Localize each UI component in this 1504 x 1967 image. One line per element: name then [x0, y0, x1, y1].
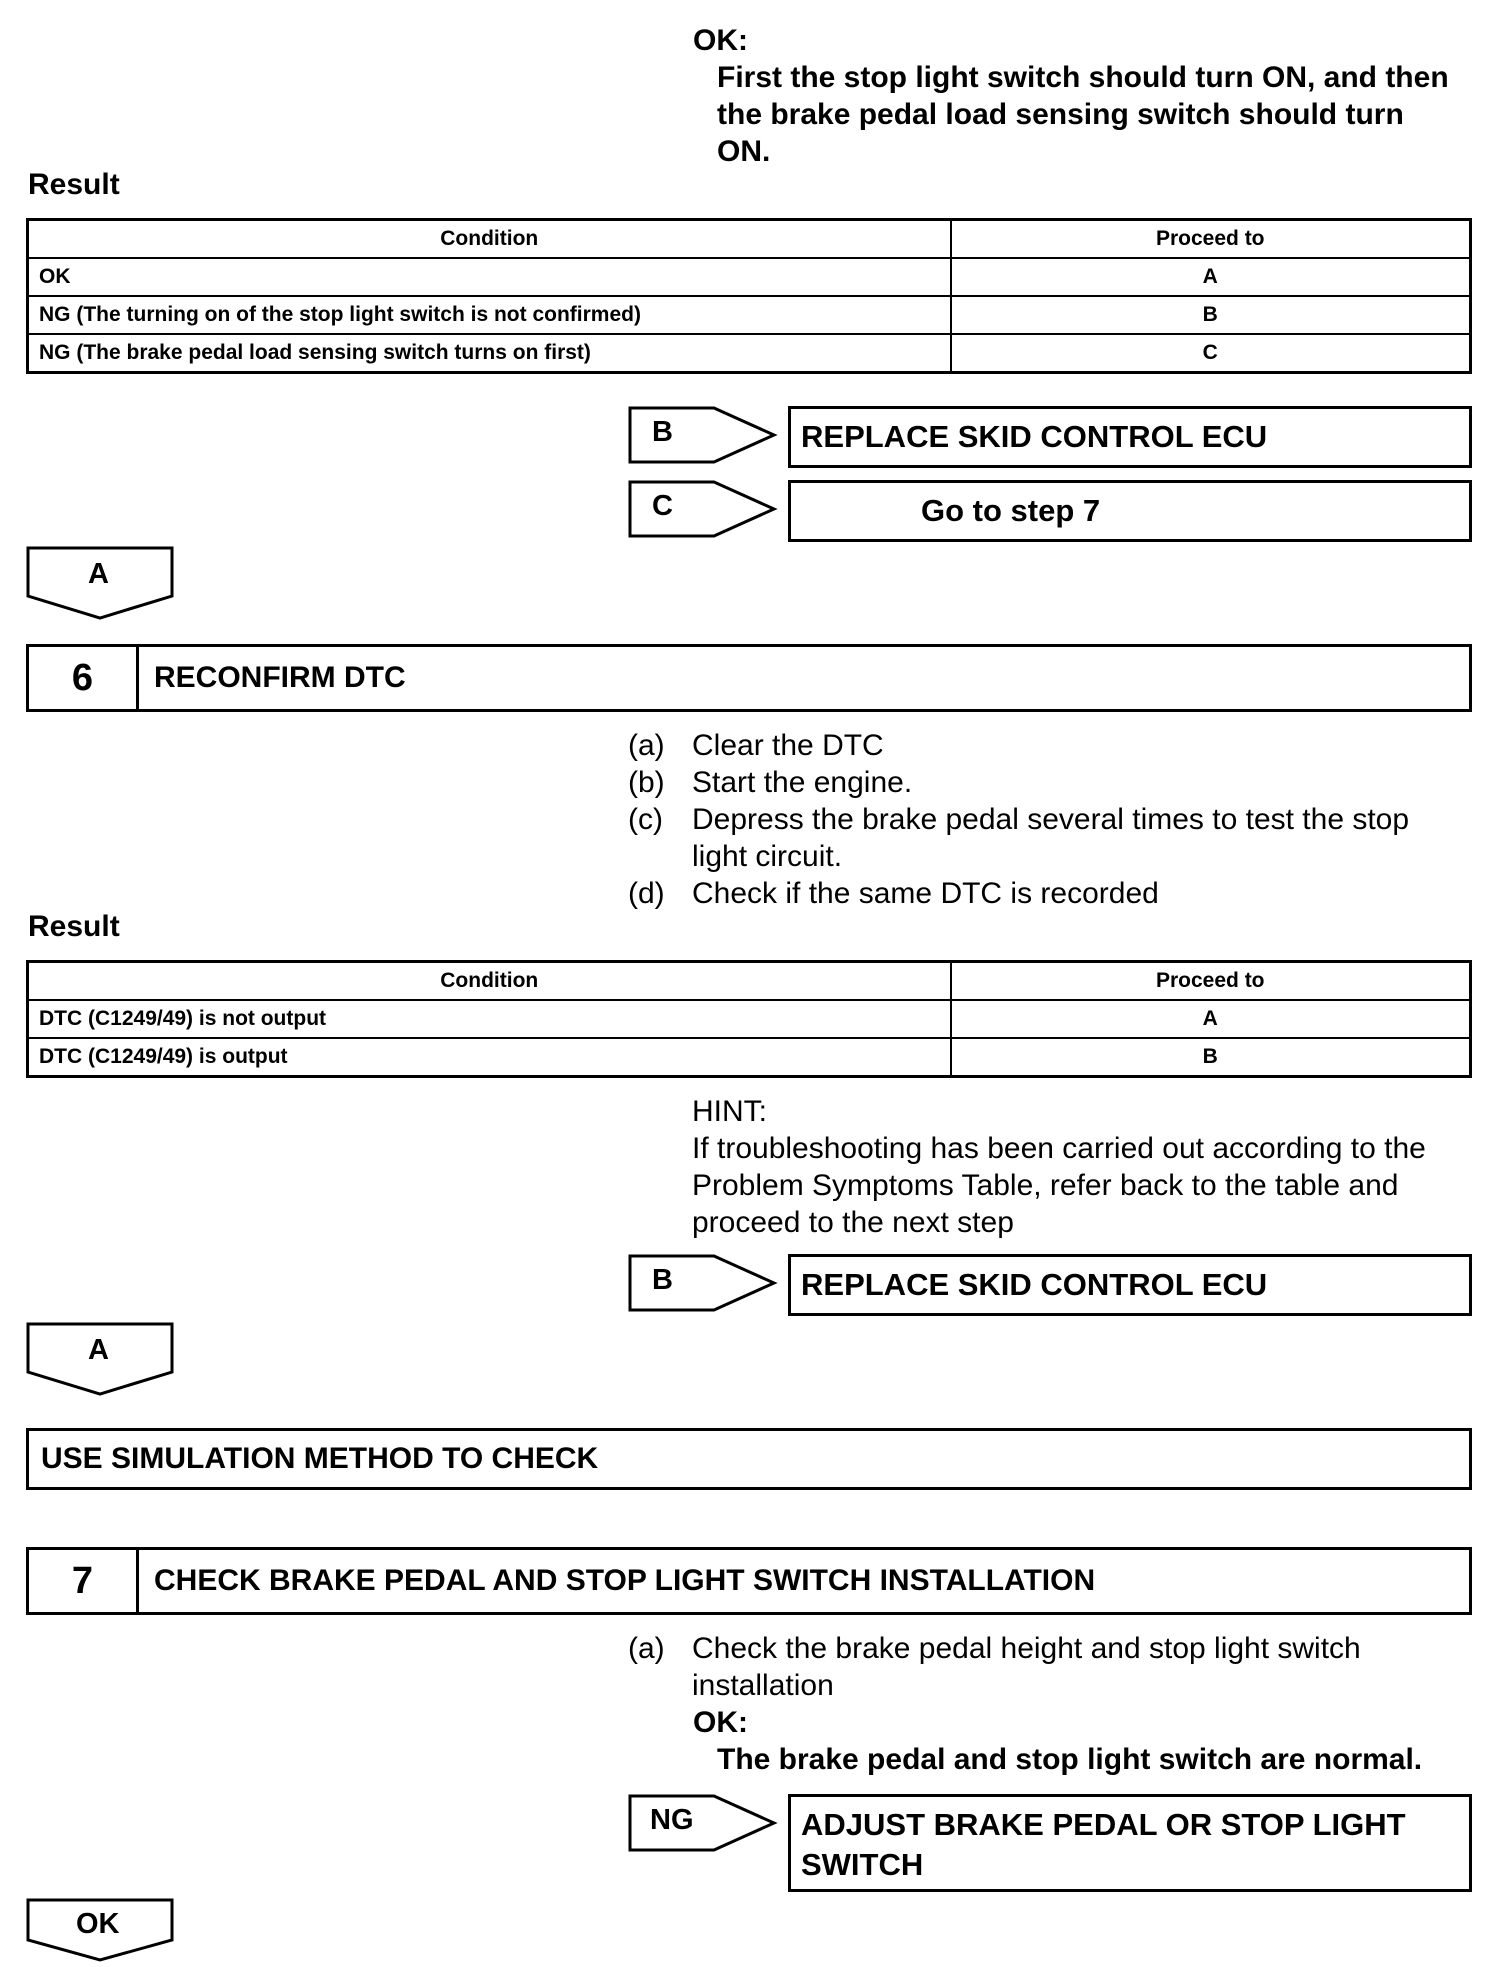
step-title: RECONFIRM DTC	[154, 661, 406, 694]
proceed-cell: A	[951, 258, 1471, 296]
hint-line: proceed to the next step	[692, 1206, 1014, 1239]
step-number: 7	[29, 1550, 139, 1612]
item-text: Check the brake pedal height and stop light switch	[692, 1632, 1361, 1665]
action-text: SWITCH	[801, 1847, 924, 1882]
branch-tag: NG	[650, 1804, 694, 1836]
table-header-row	[28, 962, 1471, 1001]
column-header-condition: Condition	[28, 220, 951, 259]
adjust-brake-box	[788, 1794, 1472, 1892]
item-label: (a)	[628, 1632, 665, 1665]
branch-tag: B	[652, 416, 673, 448]
column-header-condition: Condition	[28, 962, 951, 1001]
step-6-header	[26, 644, 1472, 712]
arrow-label: A	[88, 558, 109, 590]
step-7-header	[26, 1547, 1472, 1615]
result-table	[26, 218, 1472, 374]
item-label: (d)	[628, 877, 665, 910]
right-arrow-icon	[628, 480, 778, 538]
action-text: REPLACE SKID CONTROL ECU	[801, 1267, 1268, 1302]
condition-cell: NG (The brake pedal load sensing switch turns on first)	[28, 334, 951, 373]
condition-cell: DTC (C1249/49) is output	[28, 1038, 951, 1077]
table-row	[28, 296, 1471, 334]
hint-line: If troubleshooting has been carried out according to the	[692, 1132, 1426, 1165]
ok-spec-text: The brake pedal and stop light switch are normal.	[717, 1743, 1423, 1776]
ok-spec-text	[717, 59, 1497, 170]
condition-cell: DTC (C1249/49) is not output	[28, 1000, 951, 1038]
right-arrow-icon	[628, 406, 778, 464]
item-text: Start the engine.	[692, 766, 913, 799]
item-text: installation	[692, 1669, 834, 1702]
arrow-label: A	[88, 1334, 109, 1366]
item-text: Depress the brake pedal several times to test the stop	[692, 803, 1410, 836]
branch-arrow-b	[628, 1254, 778, 1312]
simulation-method-box: USE SIMULATION METHOD TO CHECK	[26, 1428, 1472, 1490]
table-header-row	[28, 220, 1471, 259]
item-text: light circuit.	[692, 840, 843, 873]
replace-ecu-box	[788, 406, 1472, 468]
ok-spec-line: ON.	[717, 135, 771, 168]
action-text: REPLACE SKID CONTROL ECU	[801, 419, 1268, 454]
proceed-cell: C	[951, 334, 1471, 373]
branch-arrow-ng	[628, 1794, 778, 1852]
column-header-proceed: Proceed to	[951, 220, 1471, 259]
hint-block	[692, 1093, 1492, 1241]
go-to-step-box	[788, 480, 1472, 542]
table-row	[28, 334, 1471, 373]
proceed-cell: A	[951, 1000, 1471, 1038]
branch-arrow-b	[628, 406, 778, 464]
table-row	[28, 1038, 1471, 1077]
down-arrow-a	[26, 1322, 176, 1396]
hint-label: HINT:	[692, 1095, 767, 1128]
action-text: ADJUST BRAKE PEDAL OR STOP LIGHT	[801, 1807, 1406, 1842]
ok-label: OK:	[693, 24, 748, 57]
table-row	[28, 1000, 1471, 1038]
result-table	[26, 960, 1472, 1078]
condition-cell: OK	[28, 258, 951, 296]
ok-spec-line: First the stop light switch should turn ON, and then	[717, 61, 1449, 94]
item-label: (a)	[628, 729, 665, 762]
result-heading: Result	[28, 168, 120, 201]
proceed-cell: B	[951, 1038, 1471, 1077]
item-label: (b)	[628, 766, 665, 799]
replace-ecu-box	[788, 1254, 1472, 1316]
branch-arrow-c	[628, 480, 778, 538]
column-header-proceed: Proceed to	[951, 962, 1471, 1001]
action-text: Go to step 7	[921, 493, 1101, 528]
branch-tag: C	[652, 490, 673, 522]
item-text: Check if the same DTC is recorded	[692, 877, 1159, 910]
table-row	[28, 258, 1471, 296]
item-text: Clear the DTC	[692, 729, 884, 762]
down-arrow-ok	[26, 1898, 176, 1962]
branch-tag: B	[652, 1264, 673, 1296]
proceed-cell: B	[951, 296, 1471, 334]
arrow-label: OK	[76, 1908, 120, 1940]
result-heading: Result	[28, 910, 120, 943]
step-title: CHECK BRAKE PEDAL AND STOP LIGHT SWITCH INSTALLATION	[154, 1564, 1096, 1597]
hint-line: Problem Symptoms Table, refer back to the table and	[692, 1169, 1399, 1202]
ok-label: OK:	[693, 1706, 748, 1739]
condition-cell: NG (The turning on of the stop light switch is not confirmed)	[28, 296, 951, 334]
item-label: (c)	[628, 803, 663, 836]
ok-spec-line: the brake pedal load sensing switch should turn	[717, 98, 1404, 131]
right-arrow-icon	[628, 1254, 778, 1312]
down-arrow-a	[26, 546, 176, 620]
step-number: 6	[29, 647, 139, 709]
